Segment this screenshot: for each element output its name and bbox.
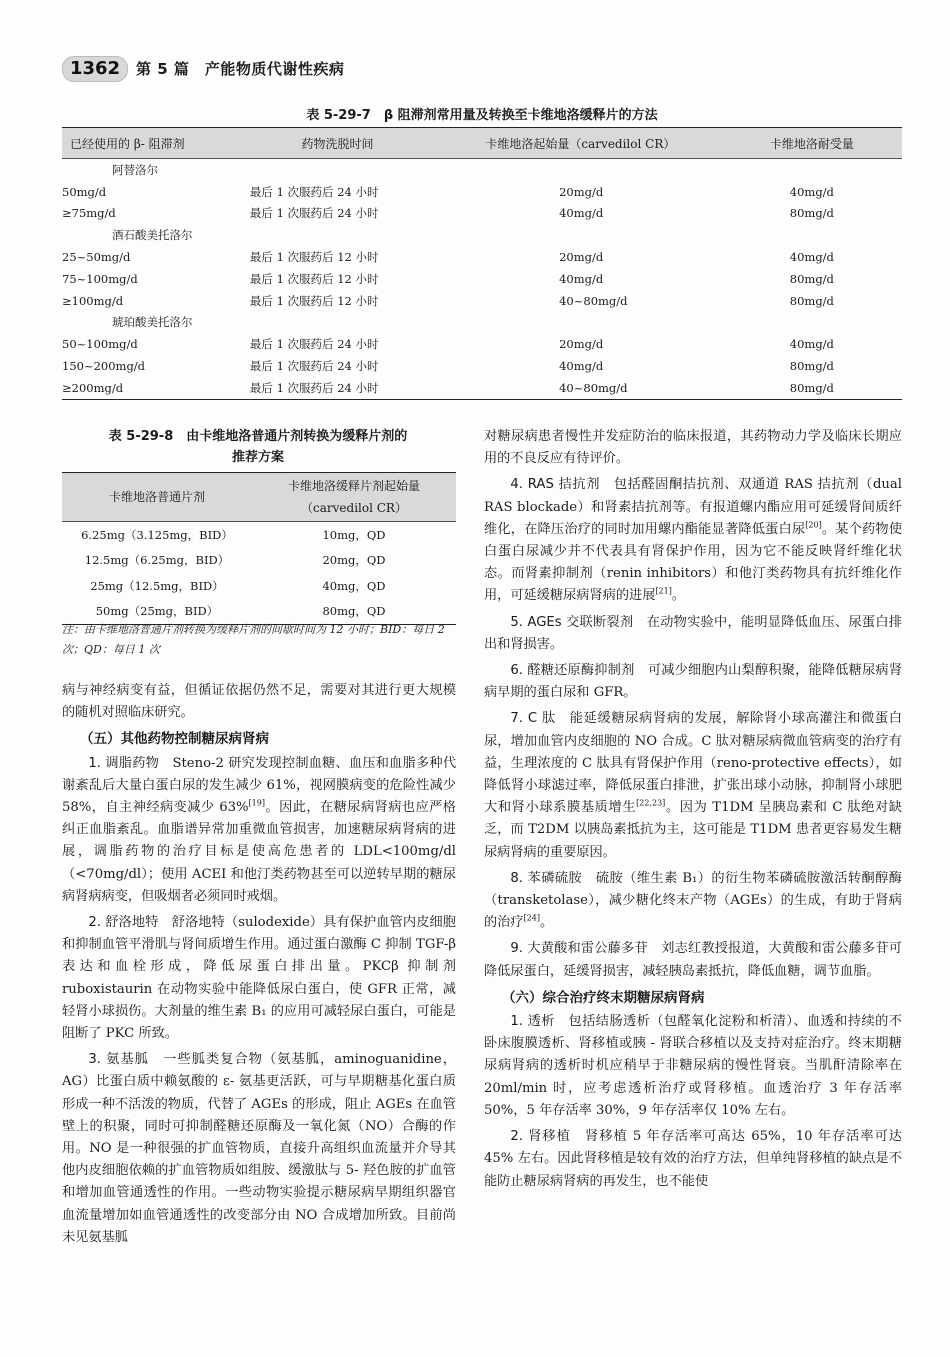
item-lead: 7. C 肽 [510, 711, 556, 727]
tolerated-dose-cell: 80mg/d [789, 359, 834, 374]
cr-dose-cell: 80mg，QD [252, 599, 456, 625]
table2-body [62, 522, 456, 625]
paragraph [484, 660, 902, 704]
beta-blocker-table [62, 127, 902, 400]
paragraph [484, 1126, 902, 1193]
table1-header: 卡维地洛耐受量 [722, 128, 902, 159]
paragraph [484, 708, 902, 863]
washout-cell: 最后 1 次服药后 12 小时 [249, 293, 379, 308]
regular-dose-cell: 50mg（25mg，BID） [62, 599, 252, 625]
tolerated-dose-cell: 40mg/d [789, 184, 834, 199]
item-text: 包括结肠透析（包醛氧化淀粉和析清）、血透和持续的不卧床腹膜透析、肾移植或胰 - 肾联合移植以及支持对症治疗。终末期糖尿病肾病的透析时机应稍早于非糖尿病的慢性肾衰。当肌酐清除率在 20ml/min 时，应考虑透析治疗或肾移植。血透治疗 3 年存活率 50%，5 年存活率 30%，9 年存活率仅 10% 左右。 [484, 1014, 902, 1118]
citation: [22,23] [636, 798, 666, 808]
table1-header-row [62, 128, 902, 159]
tolerated-dose-cell: 80mg/d [789, 271, 834, 286]
item-text: 包括醛固酮拮抗剂、双通道 RAS 拮抗剂（dual RAS blockade）和肾素拮抗剂等。有报道螺内酯应用可延缓肾间质纤维化，在降压治疗的同时加用螺内酯能显著降低蛋白尿 [484, 477, 902, 537]
carvedilol-conversion-table [62, 472, 456, 625]
start-dose-cell: 40~80mg/d [439, 377, 722, 399]
item-text: 。 [539, 915, 554, 931]
paragraph [484, 868, 902, 935]
item-text: 。 [671, 588, 686, 604]
table2-row [62, 522, 456, 548]
table2-caption-line: 表 5-29-8 由卡维地洛普通片剂转换为缓释片剂的 [108, 429, 408, 444]
table1-header: 已经使用的 β- 阻滞剂 [62, 128, 236, 159]
drug-name: 琥珀酸美托洛尔 [112, 315, 193, 330]
table1-row [62, 203, 902, 225]
left-column [62, 680, 456, 1253]
dose-cell: 50~100mg/d [62, 337, 138, 352]
table1-header: 卡维地洛起始量（carvedilol CR） [439, 128, 722, 159]
table2-header-line: （carvedilol CR） [301, 501, 407, 515]
washout-cell: 最后 1 次服药后 24 小时 [249, 206, 379, 221]
paragraph: 对糖尿病患者慢性并发症防治的临床报道，其药物动力学及临床长期应用的不良反应有待评价。 [484, 429, 902, 467]
table2-caption-line: 推荐方案 [231, 450, 284, 465]
dose-cell: 50mg/d [62, 184, 107, 199]
item-text: 刘志红教授报道，大黄酸和雷公藤多苷可降低尿蛋白，延缓肾损害，减轻胰岛素抵抗，降低血糖，调节血脂。 [484, 941, 902, 979]
table2-header-line: 卡维地洛缓释片剂起始量 [287, 479, 420, 493]
citation: [21] [655, 587, 672, 597]
table1-row [62, 333, 902, 355]
tolerated-dose-cell: 80mg/d [722, 377, 902, 399]
start-dose-cell: 20mg/d [559, 184, 604, 199]
tolerated-dose-cell: 40mg/d [789, 250, 834, 265]
drug-name: 阿替洛尔 [112, 162, 158, 177]
table1-body [62, 159, 902, 400]
washout-cell: 最后 1 次服药后 12 小时 [249, 250, 379, 265]
item-text: 一些胍类复合物（氨基胍，aminoguanidine，AG）比蛋白质中赖氨酸的 ε- 氨基更活跃，可与早期糖基化蛋白质形成一种不活泼的物质，代替了 AGEs 的形成，阻止 AGEs 在血管壁上的积聚，同时可抑制醛糖还原酶及一氧化氮（NO）合酶的作用。NO 是一种很强的扩血管物质，直接升高组织血流量并介导其他内皮细胞依赖的扩血管物质如组胺、缓激肽与 5- 羟色胺的扩血管和增加血管通透性的作用。一些动物实验提示糖尿病早期组织器官血流量增加如血管通透性的改变部分由 NO 合成增加所致。目前尚未见氨基胍 [62, 1052, 456, 1245]
cr-dose-cell: 10mg，QD [322, 527, 386, 542]
table2-row [62, 548, 456, 574]
washout-cell: 最后 1 次服药后 24 小时 [236, 377, 439, 399]
citation: [20] [805, 520, 822, 530]
item-lead: 2. 肾移植 [510, 1129, 571, 1145]
item-lead: 5. AGEs 交联断裂剂 [510, 614, 634, 630]
dose-cell: 75~100mg/d [62, 271, 138, 286]
start-dose-cell: 40mg/d [559, 359, 604, 374]
table1-group-row [62, 159, 902, 181]
item-text: 硫胺（维生素 B₁）的衍生物苯磷硫胺激活转酮醇酶（transketolase），减少糖化终末产物（AGEs）的生成，有助于肾病的治疗 [484, 870, 902, 931]
table1-row [62, 290, 902, 312]
drug-name: 酒石酸美托洛尔 [112, 228, 193, 243]
start-dose-cell: 40mg/d [559, 271, 604, 286]
item-text: 在动物实验中，能明显降低血压、尿蛋白排出和肾损害。 [484, 614, 902, 652]
table2-caption [62, 426, 454, 468]
item-lead: 1. 调脂药物 [88, 755, 160, 771]
regular-dose-cell: 12.5mg（6.25mg，BID） [84, 553, 230, 568]
dose-cell: ≥75mg/d [62, 206, 116, 221]
page-header [62, 56, 902, 82]
item-lead: 6. 醛糖还原酶抑制剂 [510, 663, 635, 679]
washout-cell: 最后 1 次服药后 12 小时 [249, 271, 379, 286]
table2-header [252, 473, 456, 522]
paragraph [484, 938, 902, 982]
paragraph [484, 612, 902, 656]
start-dose-cell: 40~80mg/d [559, 293, 628, 308]
table1-row [62, 355, 902, 377]
section-heading: （五）其他药物控制糖尿病肾病 [80, 731, 269, 748]
table2-row [62, 573, 456, 599]
table1-row [62, 246, 902, 268]
table1-group-row [62, 224, 902, 246]
start-dose-cell: 20mg/d [559, 250, 604, 265]
table1-row [62, 181, 902, 203]
tolerated-dose-cell: 80mg/d [789, 293, 834, 308]
item-text: 。因此，在糖尿病肾病也应严格纠正血脂紊乱。血脂谱异常加重微血管损害，加速糖尿病肾病的进展，调脂药物的治疗目标是使高危患者的 LDL<100mg/dl（<70mg/dl）；使用 ACEI 和他汀类药物甚至可以逆转早期的糖尿病肾病病变，但吸烟者必须同时戒烟。 [62, 800, 456, 904]
section-heading: （六）综合治疗终末期糖尿病肾病 [502, 989, 705, 1006]
table1-header: 药物洗脱时间 [236, 128, 439, 159]
dose-cell: ≥200mg/d [62, 377, 236, 399]
table2-note: 注：由卡维地洛普通片剂转换为缓释片剂的间歇时间为 12 小时；BID：每日 2 次；QD：每日 1 次 [62, 623, 445, 656]
page-number: 1362 [62, 56, 128, 82]
item-text: 舒洛地特（sulodexide）具有保护血管内皮细胞和抑制血管平滑肌与肾间质增生作用。通过蛋白激酶 C 抑制 TGF-β 表达和血栓形成，降低尿蛋白排出量。PKCβ 抑制剂 ruboxistaurin 在动物实验中能降低尿白蛋白，使 GFR 正常，减轻肾小球损伤。大剂量的维生素 B₁ 的应用可减轻尿白蛋白，可能是阻断了 PKC 所致。 [62, 915, 456, 1042]
item-text: Steno-2 研究发现控制血糖、血压和血脂多种代谢紊乱后大量白蛋白尿的发生减少 61%，视网膜病变的危险性减少 58%，自主神经病变减少 63% [62, 755, 457, 816]
table1-row [62, 377, 902, 399]
regular-dose-cell: 25mg（12.5mg，BID） [90, 578, 224, 593]
table2-header-row [62, 473, 456, 522]
table2-header: 卡维地洛普通片剂 [62, 473, 252, 522]
dose-cell: 150~200mg/d [62, 359, 146, 374]
item-lead: 1. 透析 [510, 1014, 555, 1030]
dose-cell: ≥100mg/d [62, 293, 124, 308]
paragraph [62, 1049, 456, 1249]
item-text: 。因为 T1DM 呈胰岛素和 C 肽绝对缺乏，而 T2DM 以胰岛素抵抗为主，这可能是 T1DM 患者更容易发生糖尿病肾病的重要原因。 [484, 800, 902, 860]
washout-cell: 最后 1 次服药后 24 小时 [249, 359, 379, 374]
running-title: 第 5 篇 产能物质代谢性疾病 [136, 60, 345, 78]
start-dose-cell: 40mg/d [559, 206, 604, 221]
citation: [24] [523, 913, 540, 923]
paragraph [62, 912, 456, 1045]
item-lead: 3. 氨基胍 [88, 1052, 149, 1068]
cr-dose-cell: 20mg，QD [322, 553, 386, 568]
table1-caption: 表 5-29-7 β 阻滞剂常用量及转换至卡维地洛缓释片的方法 [306, 108, 658, 123]
paragraph [484, 1011, 902, 1122]
washout-cell: 最后 1 次服药后 24 小时 [249, 337, 379, 352]
item-text: 。某个药物使白蛋白尿减少并不代表具有肾保护作用，因为它不能反映肾纤维化状态。而肾素抑制剂（renin inhibitors）和他汀类药物具有抗纤维化作用，可延缓糖尿病肾病的进展 [484, 521, 903, 604]
tolerated-dose-cell: 40mg/d [789, 337, 834, 352]
item-lead: 8. 苯磷硫胺 [510, 870, 583, 886]
cr-dose-cell: 40mg，QD [322, 578, 386, 593]
table1-row [62, 268, 902, 290]
paragraph [484, 474, 902, 607]
paragraph: 病与神经病变有益，但循证依据仍然不足，需要对其进行更大规模的随机对照临床研究。 [62, 683, 456, 721]
item-text: 可减少细胞内山梨醇积聚，能降低糖尿病肾病早期的蛋白尿和 GFR。 [484, 663, 903, 701]
start-dose-cell: 20mg/d [559, 337, 604, 352]
tolerated-dose-cell: 80mg/d [789, 206, 834, 221]
washout-cell: 最后 1 次服药后 24 小时 [249, 184, 379, 199]
item-lead: 2. 舒洛地特 [88, 915, 159, 931]
item-lead: 9. 大黄酸和雷公藤多苷 [510, 941, 648, 957]
paragraph [62, 753, 456, 908]
citation: [19] [248, 798, 265, 808]
table1-group-row [62, 312, 902, 334]
dose-cell: 25~50mg/d [62, 250, 131, 265]
item-lead: 4. RAS 拮抗剂 [510, 477, 601, 493]
item-text: 能延缓糖尿病肾病的发展，解除肾小球高灌注和微蛋白尿，增加血管内皮细胞的 NO 合成。C 肽对糖尿病微血管病变的治疗有益，生理浓度的 C 肽具有肾保护作用（reno-protective effects），如降低肾小球滤过率，降低尿蛋白排泄，扩张出球小动脉，抑制肾小球肥大和肾小球系膜基质增生 [484, 711, 902, 816]
right-column [484, 426, 902, 1197]
regular-dose-cell: 6.25mg（3.125mg，BID） [81, 527, 233, 542]
item-text: 肾移植 5 年存活率可高达 65%，10 年存活率可达 45% 左右。因此肾移植是较有效的治疗方法，但单纯肾移植的缺点是不能防止糖尿病肾病的再发生，也不能使 [484, 1129, 902, 1189]
